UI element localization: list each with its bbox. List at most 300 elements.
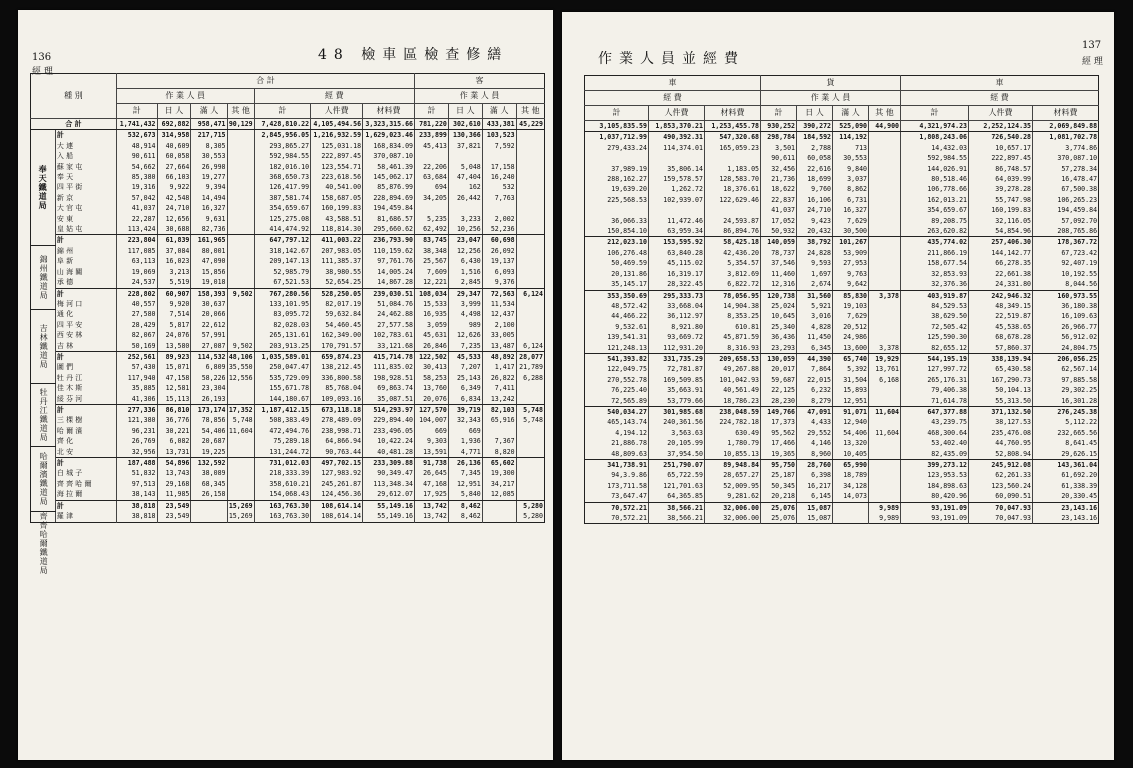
table-cell: 52,654.25: [311, 277, 363, 288]
table-cell: 22,616: [797, 164, 833, 174]
table-cell: 13,760: [415, 383, 449, 393]
table-cell: [516, 277, 544, 288]
table-cell: 27,087: [191, 341, 227, 352]
table-cell: 3,999: [448, 299, 482, 309]
col-p-other: 其 他: [516, 104, 544, 119]
table-cell: [516, 309, 544, 319]
table-cell: 203,913.25: [254, 341, 310, 352]
table-cell: 12,556: [228, 373, 253, 382]
table-cell: 208,765.86: [1033, 226, 1099, 237]
table-cell: 17,052: [761, 216, 797, 226]
table-cell: [705, 205, 761, 215]
table-cell: 121,380: [116, 415, 157, 425]
table-cell: 30,413: [415, 362, 449, 372]
table-cell: 3,563.63: [649, 428, 705, 438]
table-cell: 35,663.91: [649, 385, 705, 395]
table-cell: 57,092.70: [1061, 216, 1098, 225]
table-cell: 2,845,956.05: [254, 130, 310, 141]
table-cell: 336,800.58: [311, 373, 363, 383]
table-cell: 28,760: [797, 460, 833, 471]
table-cell: 7,629: [833, 216, 869, 226]
table-cell: 97,761.76: [363, 256, 415, 266]
table-cell: 43,239.75: [901, 417, 969, 427]
table-cell: 60,698: [482, 235, 516, 246]
table-cell: 44,390: [797, 353, 833, 364]
table-cell: 9,989: [869, 502, 901, 513]
table-cell: 4,105,494.56: [311, 119, 363, 130]
right-table-body: [585, 121, 1099, 524]
railway-bureau-label: 哈爾濱鐵道局: [31, 447, 56, 511]
table-cell: 11,460: [761, 269, 797, 279]
table-cell: 112,931.20: [649, 343, 705, 354]
table-cell: [227, 214, 254, 224]
table-cell: 45,413: [415, 141, 449, 151]
table-cell: 56,912.02: [1061, 333, 1098, 342]
table-cell: [869, 279, 901, 290]
table-cell: 1,183.05: [705, 164, 761, 174]
table-cell: 610.81: [705, 322, 761, 332]
table-cell: 370,087.10: [1057, 154, 1098, 163]
table-cell: 5,354.57: [705, 258, 761, 268]
table-cell: 90,763.44: [311, 447, 363, 458]
table-cell: [869, 385, 901, 395]
table-cell: 209,147.13: [254, 256, 310, 266]
table-cell: 9,502: [227, 341, 254, 352]
table-cell: 24,593.87: [705, 216, 761, 226]
table-cell: 38,980.55: [311, 267, 363, 277]
table-cell: 22,125: [761, 385, 797, 395]
table-cell: [227, 130, 254, 141]
row-label: 計: [55, 500, 116, 511]
table-cell: 3,105,835.59: [585, 121, 649, 132]
table-cell: 5,048: [448, 162, 482, 172]
table-row: [585, 248, 1099, 258]
table-row: [31, 394, 545, 405]
row-label: 西 安 林: [55, 330, 116, 340]
table-cell: 47,090: [191, 256, 227, 266]
table-cell: 669: [415, 426, 449, 436]
table-cell: 12,256: [448, 246, 482, 256]
table-cell: 692,882: [157, 119, 191, 130]
table-cell: [833, 513, 869, 524]
table-cell: 532: [482, 182, 516, 192]
table-row: [31, 489, 545, 500]
table-cell: 5,519: [157, 277, 191, 288]
table-cell: 4,194.12: [585, 428, 649, 438]
table-cell: 5,235: [415, 214, 449, 224]
table-cell: 38,127.53: [969, 417, 1033, 427]
table-cell: 22,661.38: [969, 269, 1033, 279]
table-cell: 390,272: [797, 121, 833, 132]
table-cell: 279,433.24: [585, 143, 649, 153]
table-cell: 10,645: [761, 311, 797, 321]
table-cell: 411,003.22: [311, 235, 363, 246]
table-cell: 5,280: [523, 501, 543, 510]
table-cell: 43,588.51: [311, 214, 363, 224]
table-cell: 39,278.28: [969, 184, 1033, 194]
table-cell: [191, 500, 227, 511]
table-cell: [869, 449, 901, 460]
table-cell: 5,817: [157, 320, 191, 330]
table-cell: 9,593: [797, 258, 833, 268]
table-cell: 5,748: [523, 405, 543, 414]
table-cell: 532,673: [116, 130, 157, 141]
table-cell: 3,323,315.66: [363, 119, 415, 130]
table-cell: 11,985: [157, 489, 191, 500]
table-cell: 713: [833, 143, 869, 153]
table-row: [585, 132, 1099, 143]
row-label: 計: [55, 351, 116, 362]
table-cell: 50,169: [116, 341, 157, 352]
table-row: [585, 174, 1099, 184]
table-cell: 9,840: [833, 164, 869, 174]
table-cell: 48,349.15: [969, 301, 1033, 311]
table-cell: 22,287: [116, 214, 157, 224]
table-cell: 17,373: [761, 417, 797, 427]
table-cell: 121,701.63: [649, 481, 705, 491]
table-row: [585, 460, 1099, 471]
table-cell: 235,476.08: [969, 428, 1033, 438]
table-cell: 547,320.68: [705, 132, 761, 143]
table-cell: 647,377.88: [901, 406, 969, 417]
table-cell: 61,338.39: [1061, 481, 1098, 490]
table-cell: 6,349: [448, 383, 482, 393]
table-cell: 8,044.56: [1033, 279, 1099, 290]
table-cell: 16,240: [482, 172, 516, 182]
table-row: [31, 351, 545, 362]
table-cell: 37,546: [761, 258, 797, 268]
table-cell: [869, 396, 901, 407]
table-cell: 36,066.33: [585, 216, 649, 226]
table-cell: [482, 500, 516, 511]
table-cell: 33,121.68: [363, 341, 415, 352]
table-cell: 47,091: [797, 406, 833, 417]
table-cell: 465,143.74: [585, 417, 649, 427]
table-cell: 20,330.45: [1033, 491, 1099, 502]
table-cell: 35,885: [116, 383, 157, 393]
table-cell: [227, 394, 254, 405]
table-cell: 114,374.01: [649, 143, 705, 153]
table-cell: 143,361.04: [1057, 461, 1098, 469]
table-cell: 32,376.36: [901, 279, 969, 290]
table-row: [585, 195, 1099, 205]
table-cell: 50,345: [761, 481, 797, 491]
railway-bureau-label: 吉林鐵道局: [31, 309, 56, 383]
left-page: [18, 10, 553, 760]
table-cell: 19,639.20: [585, 184, 649, 194]
table-cell: 7,629: [833, 311, 869, 321]
table-cell: [227, 489, 254, 500]
table-row: [585, 226, 1099, 237]
table-cell: 23,047: [448, 235, 482, 246]
table-cell: 9,920: [157, 299, 191, 309]
table-cell: 80,420.96: [901, 491, 969, 502]
table-cell: 7,514: [157, 309, 191, 319]
table-cell: 57,860.37: [969, 343, 1033, 354]
table-cell: 75,289.18: [254, 436, 310, 446]
table-cell: [869, 216, 901, 226]
table-cell: 70,572.21: [585, 513, 649, 524]
table-cell: 3,016: [797, 311, 833, 321]
table-cell: 497,702.15: [311, 458, 363, 469]
table-cell: 26,092: [482, 246, 516, 256]
table-cell: 54,896: [157, 458, 191, 469]
table-cell: 8,353.25: [705, 311, 761, 321]
table-cell: 158,677.54: [901, 258, 969, 268]
row-label: 計: [55, 458, 116, 469]
table-cell: 86,810: [157, 404, 191, 415]
table-cell: 67,521.53: [254, 277, 310, 288]
table-cell: 12,940: [833, 417, 869, 427]
table-cell: 224,782.18: [705, 417, 761, 427]
table-row: [585, 153, 1099, 163]
table-cell: 673,118.18: [311, 404, 363, 415]
table-cell: 86,748.57: [969, 164, 1033, 174]
table-row: [31, 214, 545, 224]
table-row: [31, 383, 545, 393]
table-cell: 62,261.33: [969, 470, 1033, 480]
table-cell: 150,854.10: [585, 226, 649, 237]
table-cell: 25,076: [761, 513, 797, 524]
table-cell: [516, 182, 544, 192]
table-cell: 9,763: [833, 269, 869, 279]
table-cell: 27,577.58: [363, 320, 415, 330]
table-cell: 58,461.39: [363, 162, 415, 172]
table-cell: 76,225.40: [585, 385, 649, 395]
table-cell: 525,090: [833, 121, 869, 132]
table-cell: 81,686.57: [363, 214, 415, 224]
table-cell: 295,333.73: [649, 290, 705, 301]
table-cell: 13,591: [415, 447, 449, 458]
table-cell: [448, 151, 482, 161]
table-row: [585, 481, 1099, 491]
table-row: [585, 428, 1099, 438]
table-cell: 144,180.67: [254, 394, 310, 405]
table-cell: 24,710: [797, 205, 833, 215]
table-cell: 12,951: [833, 396, 869, 407]
table-row: [31, 172, 545, 182]
table-cell: 103,523: [482, 130, 516, 141]
table-cell: 228,894.69: [363, 193, 415, 203]
table-cell: 126,417.99: [254, 182, 310, 192]
table-cell: 10,422.24: [363, 436, 415, 446]
table-cell: [227, 224, 254, 235]
table-cell: 34,205: [415, 193, 449, 203]
row-label: 齊 齊 哈 爾: [55, 479, 116, 489]
table-cell: 14,432.03: [901, 143, 969, 153]
table-row: [31, 500, 545, 511]
table-cell: 236,793.90: [363, 235, 415, 246]
table-cell: [415, 151, 449, 161]
table-cell: 298,784: [761, 132, 797, 143]
table-cell: 238,048.59: [705, 406, 761, 417]
row-label: 承 德: [55, 277, 116, 288]
table-cell: 40,609: [157, 141, 191, 151]
table-cell: 66,103: [157, 172, 191, 182]
table-cell: 19,103: [833, 301, 869, 311]
table-cell: 263,620.82: [901, 226, 969, 237]
table-cell: 13,742: [415, 511, 449, 522]
table-cell: 11,472.46: [649, 216, 705, 226]
table-cell: [516, 489, 544, 500]
table-cell: 18,699: [797, 174, 833, 184]
table-cell: 37,989.19: [585, 164, 649, 174]
table-cell: 16,327: [191, 203, 227, 213]
table-cell: 24,537: [116, 277, 157, 288]
table-cell: 80,001: [191, 246, 227, 256]
table-cell: [482, 151, 516, 161]
table-cell: 3,501: [761, 143, 797, 153]
table-cell: 111,835.02: [363, 362, 415, 372]
table-row: [31, 447, 545, 458]
table-cell: 45,533: [448, 351, 482, 362]
table-cell: 117,085: [116, 246, 157, 256]
table-cell: 97,513: [116, 479, 157, 489]
table-cell: 8,862: [833, 184, 869, 194]
table-cell: 47,158: [157, 373, 191, 383]
table-cell: 508,383.49: [254, 415, 310, 425]
table-cell: [869, 195, 901, 205]
table-cell: [869, 226, 901, 237]
table-row: [31, 203, 545, 213]
table-row: [585, 205, 1099, 215]
table-cell: 9,760: [797, 184, 833, 194]
table-cell: 32,006.00: [705, 502, 761, 513]
table-cell: 47,404: [448, 172, 482, 182]
table-cell: 22,612: [191, 320, 227, 330]
table-cell: 3,059: [415, 320, 449, 330]
table-cell: [227, 383, 254, 393]
table-cell: 265,176.31: [901, 375, 969, 385]
table-cell: 20,512: [833, 322, 869, 332]
table-cell: 178,367.72: [1057, 238, 1098, 247]
table-row: [585, 513, 1099, 524]
table-cell: [516, 330, 544, 340]
row-label: 蘇 家 屯: [55, 162, 116, 172]
table-cell: [516, 193, 544, 203]
table-cell: 251,790.07: [649, 460, 705, 471]
table-cell: 7,428,810.22: [254, 119, 310, 130]
table-cell: 6,731: [833, 195, 869, 205]
table-cell: 630.49: [705, 428, 761, 438]
table-cell: 8,316.93: [705, 343, 761, 354]
table-cell: [869, 164, 901, 174]
table-cell: 8,279: [797, 396, 833, 407]
table-cell: 13,242: [482, 394, 516, 405]
col-material: 材料費: [363, 104, 415, 119]
table-cell: 218,333.39: [254, 468, 310, 478]
table-cell: 541,393.82: [585, 353, 649, 364]
table-cell: 48,106: [228, 352, 253, 361]
table-cell: 182,016.10: [254, 162, 310, 172]
table-cell: 20,218: [761, 491, 797, 502]
table-row: [31, 299, 545, 309]
table-cell: 7,235: [448, 341, 482, 352]
table-cell: 20,687: [191, 436, 227, 446]
table-cell: 70,047.93: [969, 502, 1033, 513]
table-cell: 7,864: [797, 364, 833, 374]
railway-bureau-label: 錦州鐵道局: [31, 246, 56, 309]
table-cell: [227, 203, 254, 213]
table-cell: 3,213: [157, 267, 191, 277]
table-cell: 167,290.73: [969, 375, 1033, 385]
table-cell: 73,647.47: [585, 491, 649, 502]
table-cell: 5,392: [833, 364, 869, 374]
table-cell: 16,319.17: [649, 269, 705, 279]
table-cell: 19,225: [191, 447, 227, 458]
table-cell: 17,352: [228, 405, 253, 414]
table-row: [31, 362, 545, 372]
table-row: [585, 491, 1099, 502]
table-cell: 122,629.46: [705, 195, 761, 205]
table-cell: 19,137: [482, 256, 516, 266]
table-cell: 66,278.35: [969, 258, 1033, 268]
table-cell: 145,062.17: [363, 172, 415, 182]
table-row: [31, 309, 545, 319]
table-cell: 79,406.38: [901, 385, 969, 395]
table-cell: 540,034.27: [585, 406, 649, 417]
table-cell: 194,459.84: [1057, 206, 1098, 215]
table-cell: [516, 267, 544, 277]
table-cell: 52,808.94: [969, 449, 1033, 460]
table-row: [31, 224, 545, 235]
table-cell: 16,935: [415, 309, 449, 319]
table-cell: [227, 182, 254, 192]
table-cell: 38,818: [116, 511, 157, 522]
table-cell: 85,768.04: [311, 383, 363, 393]
table-cell: 38,143: [116, 489, 157, 500]
table-cell: 242,946.32: [969, 290, 1033, 301]
table-row: [585, 502, 1099, 513]
table-cell: 33,668.04: [649, 301, 705, 311]
table-cell: 223,618.56: [311, 172, 363, 182]
table-cell: 19,316: [116, 182, 157, 192]
table-cell: 232,665.56: [1057, 428, 1098, 437]
row-label: 計: [55, 288, 116, 299]
table-cell: 295,660.62: [363, 224, 415, 235]
table-cell: [516, 447, 544, 458]
table-cell: 24,804.75: [1033, 343, 1099, 354]
table-cell: 29,302.25: [1061, 386, 1098, 395]
r-col-c-labor: 人件費: [969, 106, 1033, 121]
table-cell: 85,830: [833, 290, 869, 301]
table-cell: 50,469.59: [585, 258, 649, 268]
table-row: [31, 162, 545, 172]
table-cell: 958,471: [191, 119, 227, 130]
table-cell: 30,637: [191, 299, 227, 309]
table-cell: 13,731: [157, 447, 191, 458]
table-cell: 122,502: [415, 351, 449, 362]
table-cell: 341,738.91: [585, 460, 649, 471]
table-cell: [516, 383, 544, 393]
table-cell: 154,068.43: [254, 489, 310, 500]
table-cell: [869, 132, 901, 143]
table-cell: 233,309.88: [363, 458, 415, 469]
table-cell: [191, 511, 227, 522]
table-cell: 353,350.69: [585, 290, 649, 301]
table-cell: [227, 151, 254, 161]
table-cell: 132,592: [191, 458, 227, 469]
table-cell: 10,405: [833, 449, 869, 460]
table-cell: 106,778.66: [901, 184, 969, 194]
table-cell: 82,028.03: [254, 320, 310, 330]
table-row: [31, 468, 545, 478]
table-row: [585, 216, 1099, 226]
table-cell: 69,863.74: [363, 383, 415, 393]
table-cell: 12,951: [448, 479, 482, 489]
table-cell: 217,715: [191, 130, 227, 141]
table-cell: 106,276.48: [585, 248, 649, 258]
